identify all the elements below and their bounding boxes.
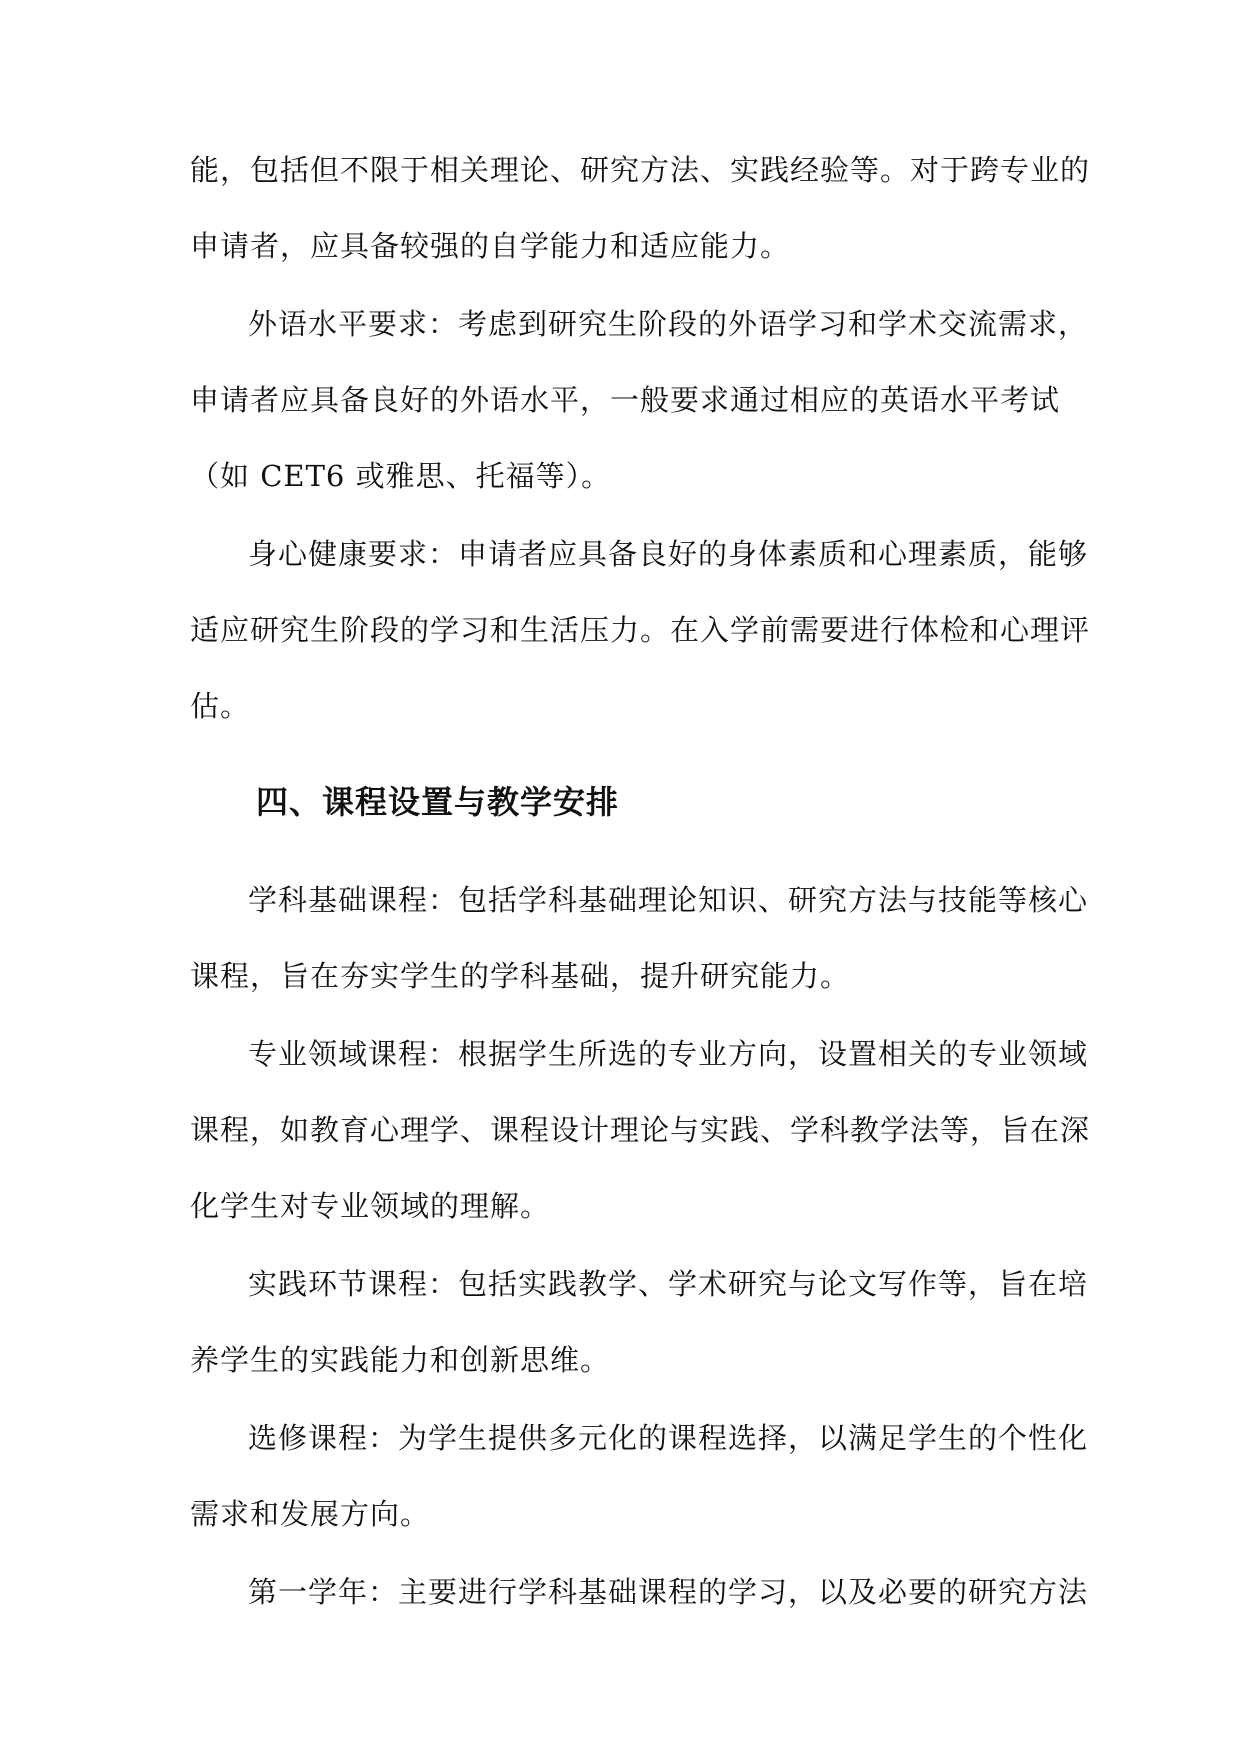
paragraph-line: 身心健康要求：申请者应具备良好的身体素质和心理素质，能够	[248, 537, 1089, 571]
paragraph-line: 课程，如教育心理学、课程设计理论与实践、学科教学法等，旨在深	[190, 1113, 1091, 1147]
paragraph-line: 专业领域课程：根据学生所选的专业方向，设置相关的专业领域	[248, 1037, 1089, 1071]
paragraph-line: 估。	[190, 689, 251, 723]
paragraph-line: 外语水平要求：考虑到研究生阶段的外语学习和学术交流需求，	[248, 307, 1089, 341]
paragraph-line: 学科基础课程：包括学科基础理论知识、研究方法与技能等核心	[248, 883, 1089, 917]
paragraph-line: 需求和发展方向。	[190, 1497, 431, 1531]
paragraph-line: （如 CET6 或雅思、托福等）。	[190, 459, 612, 493]
paragraph-line: 申请者，应具备较强的自学能力和适应能力。	[190, 229, 791, 263]
paragraph-line: 第一学年：主要进行学科基础课程的学习，以及必要的研究方法	[248, 1575, 1089, 1609]
paragraph-line: 适应研究生阶段的学习和生活压力。在入学前需要进行体检和心理评	[190, 613, 1091, 647]
paragraph-line: 选修课程：为学生提供多元化的课程选择，以满足学生的个性化	[248, 1421, 1089, 1455]
paragraph-line: 化学生对专业领域的理解。	[190, 1189, 551, 1223]
paragraph-line: 课程，旨在夯实学生的学科基础，提升研究能力。	[190, 959, 851, 993]
paragraph-line: 能，包括但不限于相关理论、研究方法、实践经验等。对于跨专业的	[190, 153, 1091, 187]
paragraph-line: 养学生的实践能力和创新思维。	[190, 1343, 611, 1377]
paragraph-line: 申请者应具备良好的外语水平，一般要求通过相应的英语水平考试	[190, 383, 1061, 417]
paragraph-line: 实践环节课程：包括实践教学、学术研究与论文写作等，旨在培	[248, 1267, 1089, 1301]
section-heading: 四、课程设置与教学安排	[256, 783, 620, 821]
